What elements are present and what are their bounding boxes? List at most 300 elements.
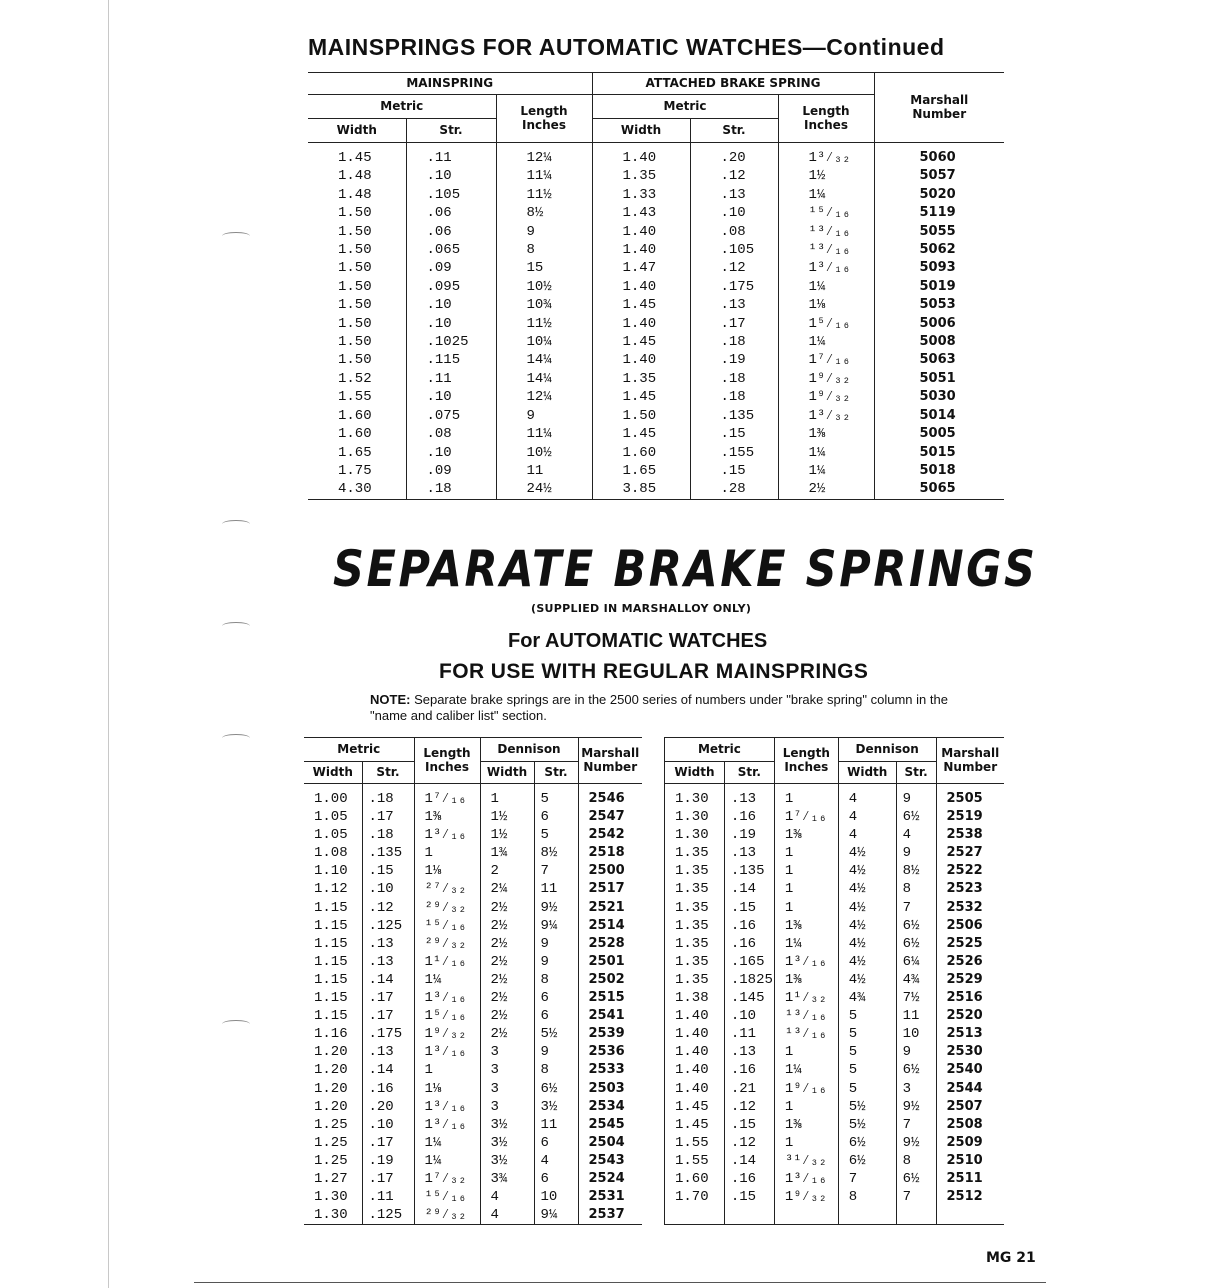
cell-marshall-number: 5053: [874, 296, 1004, 314]
cell-mainspring-length: 14¼: [496, 351, 592, 369]
table-row: [308, 259, 1004, 277]
cell-str: .135: [724, 862, 774, 880]
table-row: [304, 1043, 642, 1061]
cell-length: ²⁹⁄₃₂: [414, 899, 480, 917]
cell-dennison-str: 9: [534, 953, 578, 971]
cell-width: 1.35: [665, 899, 725, 917]
cell-length: 1: [774, 880, 838, 898]
cell-length: 1: [774, 899, 838, 917]
table-row: [665, 784, 1005, 809]
cell-brake-length: 1¼: [778, 444, 874, 462]
cell-mainspring-str: .065: [406, 241, 496, 259]
cell-length: 1¼: [774, 1061, 838, 1079]
cell-marshall-number: 2507: [936, 1098, 1004, 1116]
cell-dennison-str: 7: [896, 1188, 936, 1206]
note-text: Separate brake springs are in the 2500 series of numbers under "brake spring" column in the "name and caliber list" section.: [370, 692, 948, 723]
cell-brake-width: 1.45: [592, 333, 690, 351]
cell-length: ¹³⁄₁₆: [774, 1025, 838, 1043]
col-header-str: Str.: [406, 119, 496, 143]
cell-width: 1.05: [314, 809, 348, 826]
mainsprings-table-body: [308, 143, 1004, 500]
cell-width: 1.45: [665, 1116, 725, 1134]
cell-dennison-width: 4½: [838, 971, 896, 989]
spacer-cell: [896, 1206, 936, 1224]
cell-dennison-width: 3½: [480, 1134, 534, 1152]
col-header-length-inches: Length Inches: [496, 95, 592, 143]
cell-length: 1⅜: [774, 917, 838, 935]
cell-dennison-width: 4: [838, 826, 896, 844]
cell-marshall-number: 2543: [578, 1152, 642, 1170]
cell-brake-length: 2½: [778, 480, 874, 499]
table-row: [308, 480, 1004, 499]
table-row: [308, 351, 1004, 369]
cell-mainspring-length: 11: [496, 462, 592, 480]
cell-width: 1.40: [665, 1025, 725, 1043]
cell-marshall-number: 2524: [578, 1170, 642, 1188]
table-row: [665, 844, 1005, 862]
table-row: [308, 333, 1004, 351]
cell-str: .15: [724, 1116, 774, 1134]
cell-length: ¹⁵⁄₁₆: [414, 917, 480, 935]
cell-str: .12: [724, 1098, 774, 1116]
cell-dennison-str: 10: [896, 1025, 936, 1043]
cell-mainspring-width: 1.50: [338, 205, 372, 222]
cell-dennison-width: 2½: [480, 953, 534, 971]
punch-mark: [222, 520, 250, 528]
cell-marshall-number: 5019: [874, 278, 1004, 296]
table-row: [665, 917, 1005, 935]
cell-length: ³¹⁄₃₂: [774, 1152, 838, 1170]
table-row: [304, 880, 642, 898]
table-row: [665, 1152, 1005, 1170]
cell-dennison-str: 6½: [896, 1061, 936, 1079]
cell-length: 1³⁄₁₆: [414, 989, 480, 1007]
cell-dennison-str: 6½: [896, 808, 936, 826]
cell-mainspring-length: 10¾: [496, 296, 592, 314]
cell-dennison-str: 9½: [534, 899, 578, 917]
cell-dennison-str: 8½: [896, 862, 936, 880]
table-row: [304, 935, 642, 953]
cell-marshall-number: 2536: [578, 1043, 642, 1061]
cell-marshall-number: 5119: [874, 204, 1004, 222]
cell-length: 1: [414, 844, 480, 862]
cell-marshall-number: 2517: [578, 880, 642, 898]
cell-length: 1¹⁄₃₂: [774, 989, 838, 1007]
cell-marshall-number: 2519: [936, 808, 1004, 826]
cell-brake-str: .15: [690, 462, 778, 480]
table-row: [304, 808, 642, 826]
cell-mainspring-str: .10: [406, 388, 496, 406]
cell-marshall-number: 2501: [578, 953, 642, 971]
cell-marshall-number: 2539: [578, 1025, 642, 1043]
cell-brake-width: 1.65: [592, 462, 690, 480]
cell-dennison-width: 6½: [838, 1134, 896, 1152]
cell-marshall-number: 2531: [578, 1188, 642, 1206]
cell-dennison-width: 2½: [480, 917, 534, 935]
cell-marshall-number: 2526: [936, 953, 1004, 971]
cell-dennison-str: 8½: [534, 844, 578, 862]
cell-str: .13: [724, 1043, 774, 1061]
cell-width: 1.25: [314, 1134, 348, 1151]
cell-dennison-str: 7: [534, 862, 578, 880]
cell-mainspring-length: 9: [496, 223, 592, 241]
cell-mainspring-str: .095: [406, 278, 496, 296]
cell-brake-width: 1.40: [592, 351, 690, 369]
cell-str: .14: [362, 971, 414, 989]
brake-springs-table-left: [304, 737, 642, 1225]
cell-marshall-number: 5063: [874, 351, 1004, 369]
cell-dennison-str: 9½: [896, 1134, 936, 1152]
cell-length: ²⁷⁄₃₂: [414, 880, 480, 898]
table-row: [665, 862, 1005, 880]
table-row: [308, 444, 1004, 462]
cell-brake-str: .15: [690, 425, 778, 443]
cell-dennison-width: 1½: [480, 826, 534, 844]
cell-brake-length: 1⅛: [778, 296, 874, 314]
col-header-str: Str.: [896, 762, 936, 784]
cell-length: 1¹⁄₁₆: [414, 953, 480, 971]
table-row: [665, 971, 1005, 989]
cell-marshall-number: 2505: [936, 784, 1004, 809]
cell-marshall-number: 2530: [936, 1043, 1004, 1061]
cell-dennison-str: 6½: [896, 935, 936, 953]
cell-str: .18: [362, 784, 414, 809]
cell-length: 1⅜: [414, 808, 480, 826]
cell-str: .13: [362, 1043, 414, 1061]
table-row: [308, 296, 1004, 314]
cell-width: 1.20: [314, 1062, 348, 1079]
cell-length: 1⁷⁄₁₆: [774, 808, 838, 826]
cell-marshall-number: 2538: [936, 826, 1004, 844]
cell-str: .16: [724, 1170, 774, 1188]
cell-brake-str: .10: [690, 204, 778, 222]
cell-dennison-width: 2½: [480, 1025, 534, 1043]
cell-str: .15: [362, 862, 414, 880]
cell-width: 1.20: [314, 1044, 348, 1061]
cell-length: 1: [774, 1134, 838, 1152]
cell-length: 1³⁄₁₆: [414, 1043, 480, 1061]
cell-width: 1.35: [665, 844, 725, 862]
page-title: MAINSPRINGS FOR AUTOMATIC WATCHES—Continued: [308, 34, 945, 60]
cell-marshall-number: 5093: [874, 259, 1004, 277]
cell-dennison-width: 4¾: [838, 989, 896, 1007]
table-row: [665, 1188, 1005, 1206]
cell-str: .15: [724, 1188, 774, 1206]
col-header-marshall-number: Marshall Number: [874, 73, 1004, 143]
cell-mainspring-width: 1.55: [338, 389, 372, 406]
cell-length: 1¼: [414, 1152, 480, 1170]
cell-marshall-number: 2533: [578, 1061, 642, 1079]
col-header-metric: Metric: [592, 95, 778, 119]
cell-brake-str: .17: [690, 315, 778, 333]
table-row: [665, 1080, 1005, 1098]
cell-marshall-number: 2545: [578, 1116, 642, 1134]
cell-width: 1.15: [314, 1008, 348, 1025]
cell-str: .14: [724, 880, 774, 898]
cell-marshall-number: 2532: [936, 899, 1004, 917]
cell-width: 1.35: [665, 880, 725, 898]
col-header-marshall-number: Marshall Number: [936, 738, 1004, 784]
cell-length: ¹³⁄₁₆: [774, 1007, 838, 1025]
cell-length: 1³⁄₁₆: [414, 1098, 480, 1116]
cell-dennison-str: 6: [534, 989, 578, 1007]
cell-dennison-width: 2: [480, 862, 534, 880]
cell-str: .19: [362, 1152, 414, 1170]
col-header-str: Str.: [534, 762, 578, 784]
cell-marshall-number: 5055: [874, 223, 1004, 241]
cell-dennison-width: 2½: [480, 989, 534, 1007]
cell-width: 1.08: [314, 845, 348, 862]
cell-mainspring-str: .075: [406, 407, 496, 425]
cell-dennison-width: 1½: [480, 808, 534, 826]
cell-length: 1³⁄₁₆: [774, 953, 838, 971]
cell-width: 1.45: [665, 1098, 725, 1116]
cell-length: 1¼: [774, 935, 838, 953]
table-row: [304, 1188, 642, 1206]
cell-dennison-str: 5: [534, 784, 578, 809]
cell-mainspring-width: 4.30: [308, 480, 406, 499]
cell-marshall-number: 2525: [936, 935, 1004, 953]
cell-dennison-str: 10: [534, 1188, 578, 1206]
cell-mainspring-str: .08: [406, 425, 496, 443]
cell-mainspring-width: 1.45: [338, 150, 372, 166]
cell-width: 1.35: [665, 935, 725, 953]
cell-brake-str: .18: [690, 370, 778, 388]
cell-mainspring-length: 11¼: [496, 425, 592, 443]
col-header-length-inches: Length Inches: [778, 95, 874, 143]
cell-marshall-number: 5005: [874, 425, 1004, 443]
brake-springs-left-body: [304, 784, 642, 1225]
cell-str: .10: [362, 1116, 414, 1134]
cell-mainspring-length: 10½: [496, 278, 592, 296]
punch-mark: [222, 734, 250, 742]
cell-dennison-width: 4½: [838, 899, 896, 917]
cell-dennison-str: 8: [534, 1061, 578, 1079]
cell-brake-length: 1⁷⁄₁₆: [778, 351, 874, 369]
cell-dennison-str: 5: [534, 826, 578, 844]
punch-mark: [222, 232, 250, 240]
cell-brake-str: .18: [690, 333, 778, 351]
cell-length: 1: [774, 844, 838, 862]
cell-dennison-width: 6½: [838, 1152, 896, 1170]
cell-dennison-width: 4: [838, 784, 896, 809]
cell-dennison-str: 7: [896, 899, 936, 917]
cell-width: 1.15: [314, 990, 348, 1007]
cell-dennison-width: 7: [838, 1170, 896, 1188]
cell-dennison-width: 5: [838, 1080, 896, 1098]
cell-brake-length: 1¼: [778, 186, 874, 204]
cell-str: .14: [724, 1152, 774, 1170]
cell-str: .135: [362, 844, 414, 862]
cell-marshall-number: 2513: [936, 1025, 1004, 1043]
cell-width: 1.55: [665, 1134, 725, 1152]
section-subtitle: For AUTOMATIC WATCHES: [508, 630, 768, 652]
brake-springs-table-right: [664, 737, 1004, 1225]
cell-dennison-width: 5: [838, 1025, 896, 1043]
cell-brake-length: 1⅜: [778, 425, 874, 443]
col-header-length-inches: Length Inches: [774, 738, 838, 784]
cell-brake-length: 1³⁄₃₂: [778, 143, 874, 168]
cell-marshall-number: 2506: [936, 917, 1004, 935]
cell-mainspring-length: 11½: [496, 315, 592, 333]
table-row: [304, 1170, 642, 1188]
cell-width: 1.12: [314, 881, 348, 898]
cell-dennison-str: 6¼: [896, 953, 936, 971]
cell-width: 1.55: [665, 1152, 725, 1170]
cell-marshall-number: 2503: [578, 1080, 642, 1098]
cell-str: .19: [724, 826, 774, 844]
cell-marshall-number: 2529: [936, 971, 1004, 989]
cell-brake-length: ¹³⁄₁₆: [778, 241, 874, 259]
note-label: NOTE:: [370, 692, 411, 707]
cell-marshall-number: 2515: [578, 989, 642, 1007]
table-row: [665, 880, 1005, 898]
brake-springs-right-body: [665, 784, 1005, 1225]
cell-mainspring-str: .09: [406, 259, 496, 277]
table-row: [665, 935, 1005, 953]
cell-brake-str: .20: [690, 143, 778, 168]
cell-mainspring-str: .1025: [406, 333, 496, 351]
table-row: [304, 1080, 642, 1098]
cell-dennison-width: 3: [480, 1061, 534, 1079]
cell-mainspring-str: .10: [406, 315, 496, 333]
cell-brake-length: ¹⁵⁄₁₆: [778, 204, 874, 222]
cell-dennison-width: 5: [838, 1043, 896, 1061]
cell-brake-length: 1³⁄₁₆: [778, 259, 874, 277]
cell-width: 1.20: [314, 1098, 348, 1115]
mainsprings-table: [308, 72, 1004, 500]
col-header-str: Str.: [690, 119, 778, 143]
cell-width: 1.40: [665, 1043, 725, 1061]
cell-dennison-width: 5: [838, 1007, 896, 1025]
cell-mainspring-width: 1.60: [338, 426, 372, 443]
table-row: [665, 1098, 1005, 1116]
cell-dennison-width: 5½: [838, 1098, 896, 1116]
cell-mainspring-width: 1.50: [338, 278, 372, 295]
cell-length: 1: [774, 1098, 838, 1116]
supplied-note: (SUPPLIED IN MARSHALLOY ONLY): [531, 602, 752, 615]
cell-dennison-str: 3½: [534, 1098, 578, 1116]
punch-mark: [222, 1020, 250, 1028]
col-header-metric: Metric: [304, 738, 414, 762]
cell-brake-str: .28: [690, 480, 778, 499]
table-row: [304, 971, 642, 989]
col-header-str: Str.: [724, 762, 774, 784]
cell-brake-str: .08: [690, 223, 778, 241]
cell-mainspring-str: .10: [406, 444, 496, 462]
cell-mainspring-width: 1.50: [338, 315, 372, 332]
cell-length: 1³⁄₁₆: [414, 826, 480, 844]
table-row: [304, 1098, 642, 1116]
note-paragraph: [370, 692, 970, 724]
table-row: [308, 186, 1004, 204]
cell-mainspring-width: 1.50: [338, 242, 372, 259]
cell-dennison-width: 2½: [480, 1007, 534, 1025]
cell-dennison-str: 9: [896, 1043, 936, 1061]
cell-mainspring-width: 1.50: [338, 260, 372, 277]
cell-dennison-str: 4: [534, 1152, 578, 1170]
table-row: [665, 989, 1005, 1007]
cell-width: 1.15: [314, 953, 348, 970]
cell-width: 1.30: [665, 826, 725, 844]
cell-str: .15: [724, 899, 774, 917]
cell-str: .17: [362, 1007, 414, 1025]
cell-length: 1⅜: [774, 971, 838, 989]
table-row: [665, 1170, 1005, 1188]
table-row: [665, 808, 1005, 826]
cell-dennison-str: 6: [534, 808, 578, 826]
cell-dennison-str: 7½: [896, 989, 936, 1007]
cell-length: 1¼: [414, 971, 480, 989]
cell-mainspring-str: .18: [406, 480, 496, 499]
bottom-rule: [194, 1282, 1046, 1283]
cell-str: .13: [362, 935, 414, 953]
cell-brake-width: 1.45: [592, 388, 690, 406]
cell-marshall-number: 2509: [936, 1134, 1004, 1152]
cell-mainspring-length: 8: [496, 241, 592, 259]
cell-str: .13: [724, 844, 774, 862]
cell-str: .13: [724, 784, 774, 809]
table-row: [308, 204, 1004, 222]
cell-width: 1.15: [314, 935, 348, 952]
cell-marshall-number: 2518: [578, 844, 642, 862]
cell-str: .11: [362, 1188, 414, 1206]
cell-str: .16: [724, 935, 774, 953]
cell-brake-length: ¹³⁄₁₆: [778, 223, 874, 241]
cell-marshall-number: 5014: [874, 407, 1004, 425]
cell-mainspring-str: .09: [406, 462, 496, 480]
cell-str: .12: [362, 899, 414, 917]
cell-dennison-width: 4½: [838, 862, 896, 880]
page-margin-line: [108, 0, 109, 1288]
cell-length: 1: [774, 784, 838, 809]
cell-mainspring-length: 10½: [496, 444, 592, 462]
cell-length: 1⅛: [414, 862, 480, 880]
cell-str: .21: [724, 1080, 774, 1098]
cell-marshall-number: 2542: [578, 826, 642, 844]
cell-mainspring-length: 11¼: [496, 167, 592, 185]
table-row: [304, 917, 642, 935]
cell-width: 1.35: [665, 953, 725, 971]
group-header-mainspring: MAINSPRING: [308, 73, 592, 95]
table-row: [304, 1206, 642, 1225]
cell-str: .17: [362, 1134, 414, 1152]
cell-marshall-number: 5030: [874, 388, 1004, 406]
table-row: [308, 315, 1004, 333]
cell-str: .165: [724, 953, 774, 971]
cell-brake-str: .12: [690, 259, 778, 277]
cell-brake-width: 1.35: [592, 370, 690, 388]
cell-mainspring-length: 24½: [496, 480, 592, 499]
cell-marshall-number: 2541: [578, 1007, 642, 1025]
cell-str: .16: [362, 1080, 414, 1098]
cell-str: .16: [724, 917, 774, 935]
cell-mainspring-length: 12¼: [496, 388, 592, 406]
cell-mainspring-length: 11½: [496, 186, 592, 204]
cell-brake-str: .175: [690, 278, 778, 296]
cell-brake-str: .155: [690, 444, 778, 462]
cell-dennison-str: 6½: [896, 917, 936, 935]
cell-brake-length: 1¼: [778, 462, 874, 480]
cell-dennison-str: 11: [534, 880, 578, 898]
cell-length: 1⅜: [774, 1116, 838, 1134]
cell-dennison-width: 2½: [480, 971, 534, 989]
cell-brake-length: 1⁹⁄₃₂: [778, 388, 874, 406]
table-row: [304, 1134, 642, 1152]
cell-dennison-width: 5: [838, 1061, 896, 1079]
cell-mainspring-length: 12¼: [496, 143, 592, 168]
col-header-width: Width: [665, 762, 725, 784]
